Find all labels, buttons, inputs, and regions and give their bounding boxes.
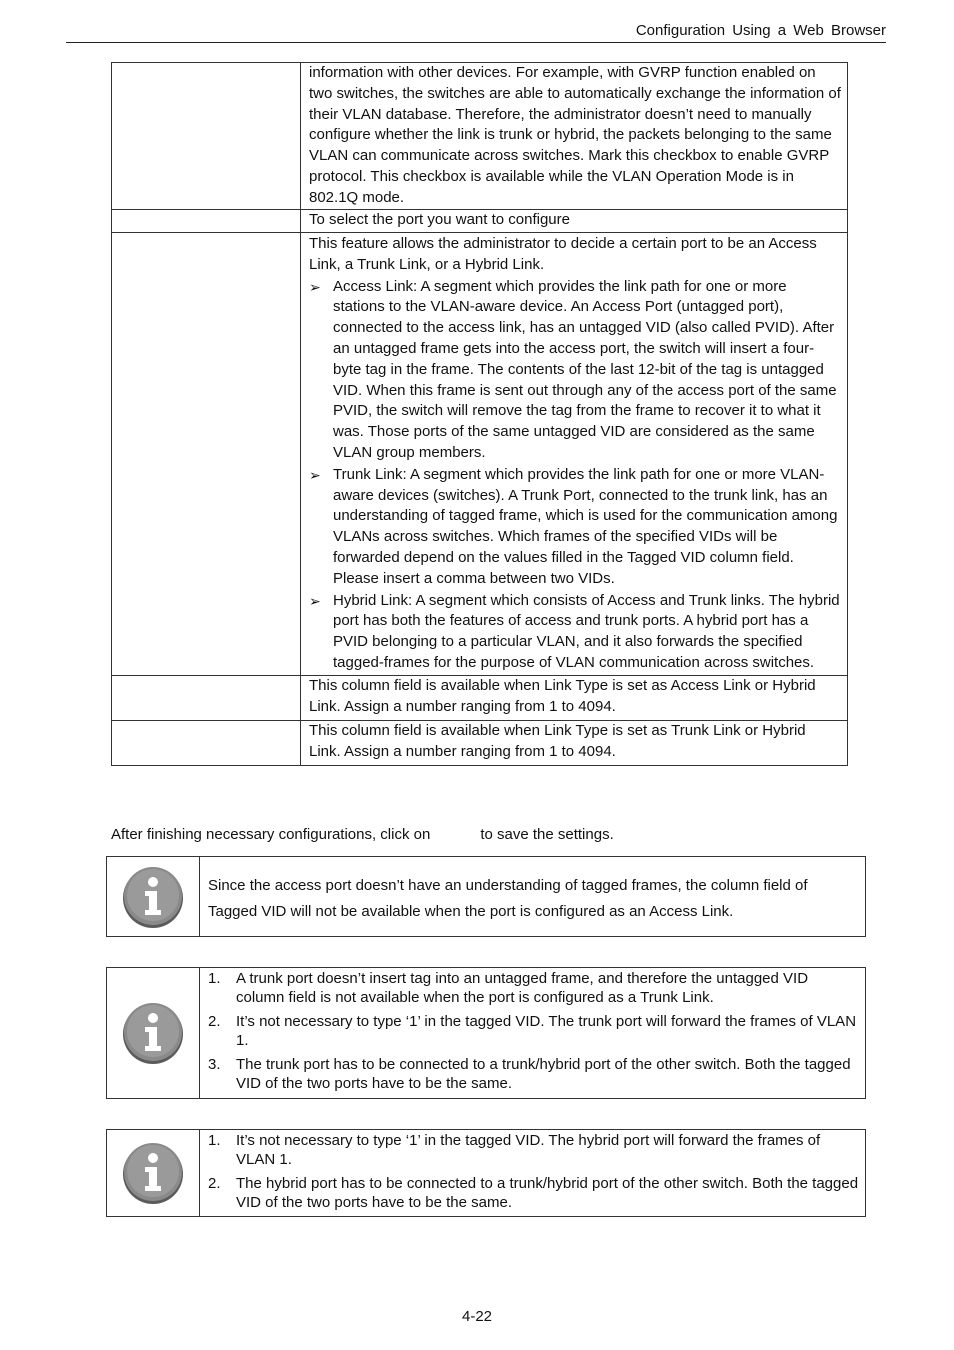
bullet-item [309, 591, 841, 674]
info-icon [121, 1141, 185, 1205]
description-text: This column field is available when Link Type is set as Trunk Link or Hybrid Link. Assign a number ranging from 1 to 4094. [309, 721, 806, 760]
save-instruction-after: to save the settings. [480, 826, 614, 843]
bullet-arrow-icon: ➢ [309, 278, 321, 295]
parameter-description-cell [301, 63, 848, 210]
parameter-description-cell [301, 233, 848, 676]
parameter-name-cell [112, 675, 301, 720]
list-item [208, 1012, 859, 1050]
note-text: Since the access port doesn’t have an understanding of tagged frames, the column field of Tagged VID will not be available when the port is configured as an Access Link. [208, 877, 808, 920]
note-icon-cell [107, 968, 200, 1098]
list-number: 2. [208, 1175, 221, 1192]
description-text: information with other devices. For example, with GVRP function enabled on two switches, the switches are able to automatically exchange the information of their VLAN database. Therefore, the administrator doesn’t need to manually configure whether the link is trunk or hybrid, the packets belonging to the same VLAN can communicate across switches. Mark this checkbox to enable GVRP protocol. This checkbox is available while the VLAN Operation Mode is in 802.1Q mode. [309, 64, 841, 206]
note-icon-cell [107, 1130, 200, 1216]
parameter-description-cell [301, 210, 848, 233]
parameter-name-cell [112, 210, 301, 233]
parameter-description-cell [301, 720, 848, 765]
info-icon [121, 865, 185, 929]
list-number: 1. [208, 970, 221, 987]
parameter-name-cell [112, 63, 301, 210]
list-number: 3. [208, 1056, 221, 1073]
bullet-text: Trunk Link: A segment which provides the link path for one or more VLAN-aware devices (switches). A Trunk Port, connected to the trunk link, has an understanding of tagged frame, which is used for the communication among VLANs across switches. Which frames of the specified VIDs will be forwarded depend on the values filled in the Tagged VID column field. Please insert a comma between two VIDs. [333, 465, 838, 587]
bullet-text: Access Link: A segment which provides the link path for one or more stations to the VLAN-aware device. An Access Port (untagged port), connected to the access link, has an untagged VID (also called PVID). After an untagged frame gets into the access port, the switch will insert a four-byte tag in the frame. The contents of the last 12-bit of the tag is untagged VID. When this frame is sent out through any of the access port of the same PVID, the switch will remove the tag from the frame to recover it to what it was. Those ports of the same untagged VID are considered as the same VLAN group members. [333, 277, 837, 461]
list-item [208, 1055, 859, 1093]
bullet-item [309, 277, 841, 464]
description-text: This column field is available when Link Type is set as Access Link or Hybrid Link. Assign a number ranging from 1 to 4094. [309, 676, 816, 715]
table-row [112, 63, 848, 210]
parameter-name-cell [112, 233, 301, 676]
bullet-arrow-icon: ➢ [309, 592, 321, 609]
info-icon [121, 1001, 185, 1065]
save-instruction [111, 826, 614, 843]
list-item [208, 1131, 859, 1169]
note-box [106, 967, 866, 1099]
bullet-arrow-icon: ➢ [309, 466, 321, 483]
list-text: It’s not necessary to type ‘1’ in the tagged VID. The trunk port will forward the frames of VLAN 1. [236, 1013, 857, 1049]
parameter-description-cell [301, 675, 848, 720]
table-row [112, 720, 848, 765]
parameter-description-table [111, 62, 848, 766]
note-box [106, 1129, 866, 1217]
list-number: 1. [208, 1132, 221, 1149]
list-text: The trunk port has to be connected to a trunk/hybrid port of the other switch. Both the tagged VID of the two ports have to be the same. [236, 1056, 851, 1092]
list-number: 2. [208, 1013, 221, 1030]
list-item [208, 969, 859, 1007]
bullet-text: Hybrid Link: A segment which consists of Access and Trunk links. The hybrid port has both the features of access and trunk ports. A hybrid port has a PVID belonging to a particular VLAN, and it also forwards the specified tagged-frames for the purpose of VLAN communication across switches. [333, 591, 840, 671]
table-row [112, 233, 848, 676]
header-divider [66, 42, 886, 43]
list-text: A trunk port doesn’t insert tag into an untagged frame, and therefore the untagged VID column field is not available when the port is configured as a Trunk Link. [236, 970, 809, 1006]
list-text: It’s not necessary to type ‘1’ in the tagged VID. The hybrid port will forward the frames of VLAN 1. [236, 1132, 821, 1168]
page-number: 4-22 [461, 1308, 493, 1325]
note-list [200, 968, 865, 1098]
note-box [106, 856, 866, 937]
note-list [200, 1130, 865, 1216]
table-row [112, 675, 848, 720]
parameter-name-cell [112, 720, 301, 765]
page-header-title: Configuration Using a Web Browser [635, 22, 886, 39]
description-text: To select the port you want to configure [309, 211, 570, 228]
list-text: The hybrid port has to be connected to a trunk/hybrid port of the other switch. Both the tagged VID of the two ports have to be the same. [236, 1175, 859, 1211]
bullet-item [309, 465, 841, 590]
save-instruction-before: After finishing necessary configurations, click on [111, 826, 431, 843]
table-row [112, 210, 848, 233]
note-icon-cell [107, 857, 200, 936]
list-item [208, 1174, 859, 1212]
description-intro: This feature allows the administrator to decide a certain port to be an Access Link, a Trunk Link, or a Hybrid Link. [309, 235, 817, 273]
